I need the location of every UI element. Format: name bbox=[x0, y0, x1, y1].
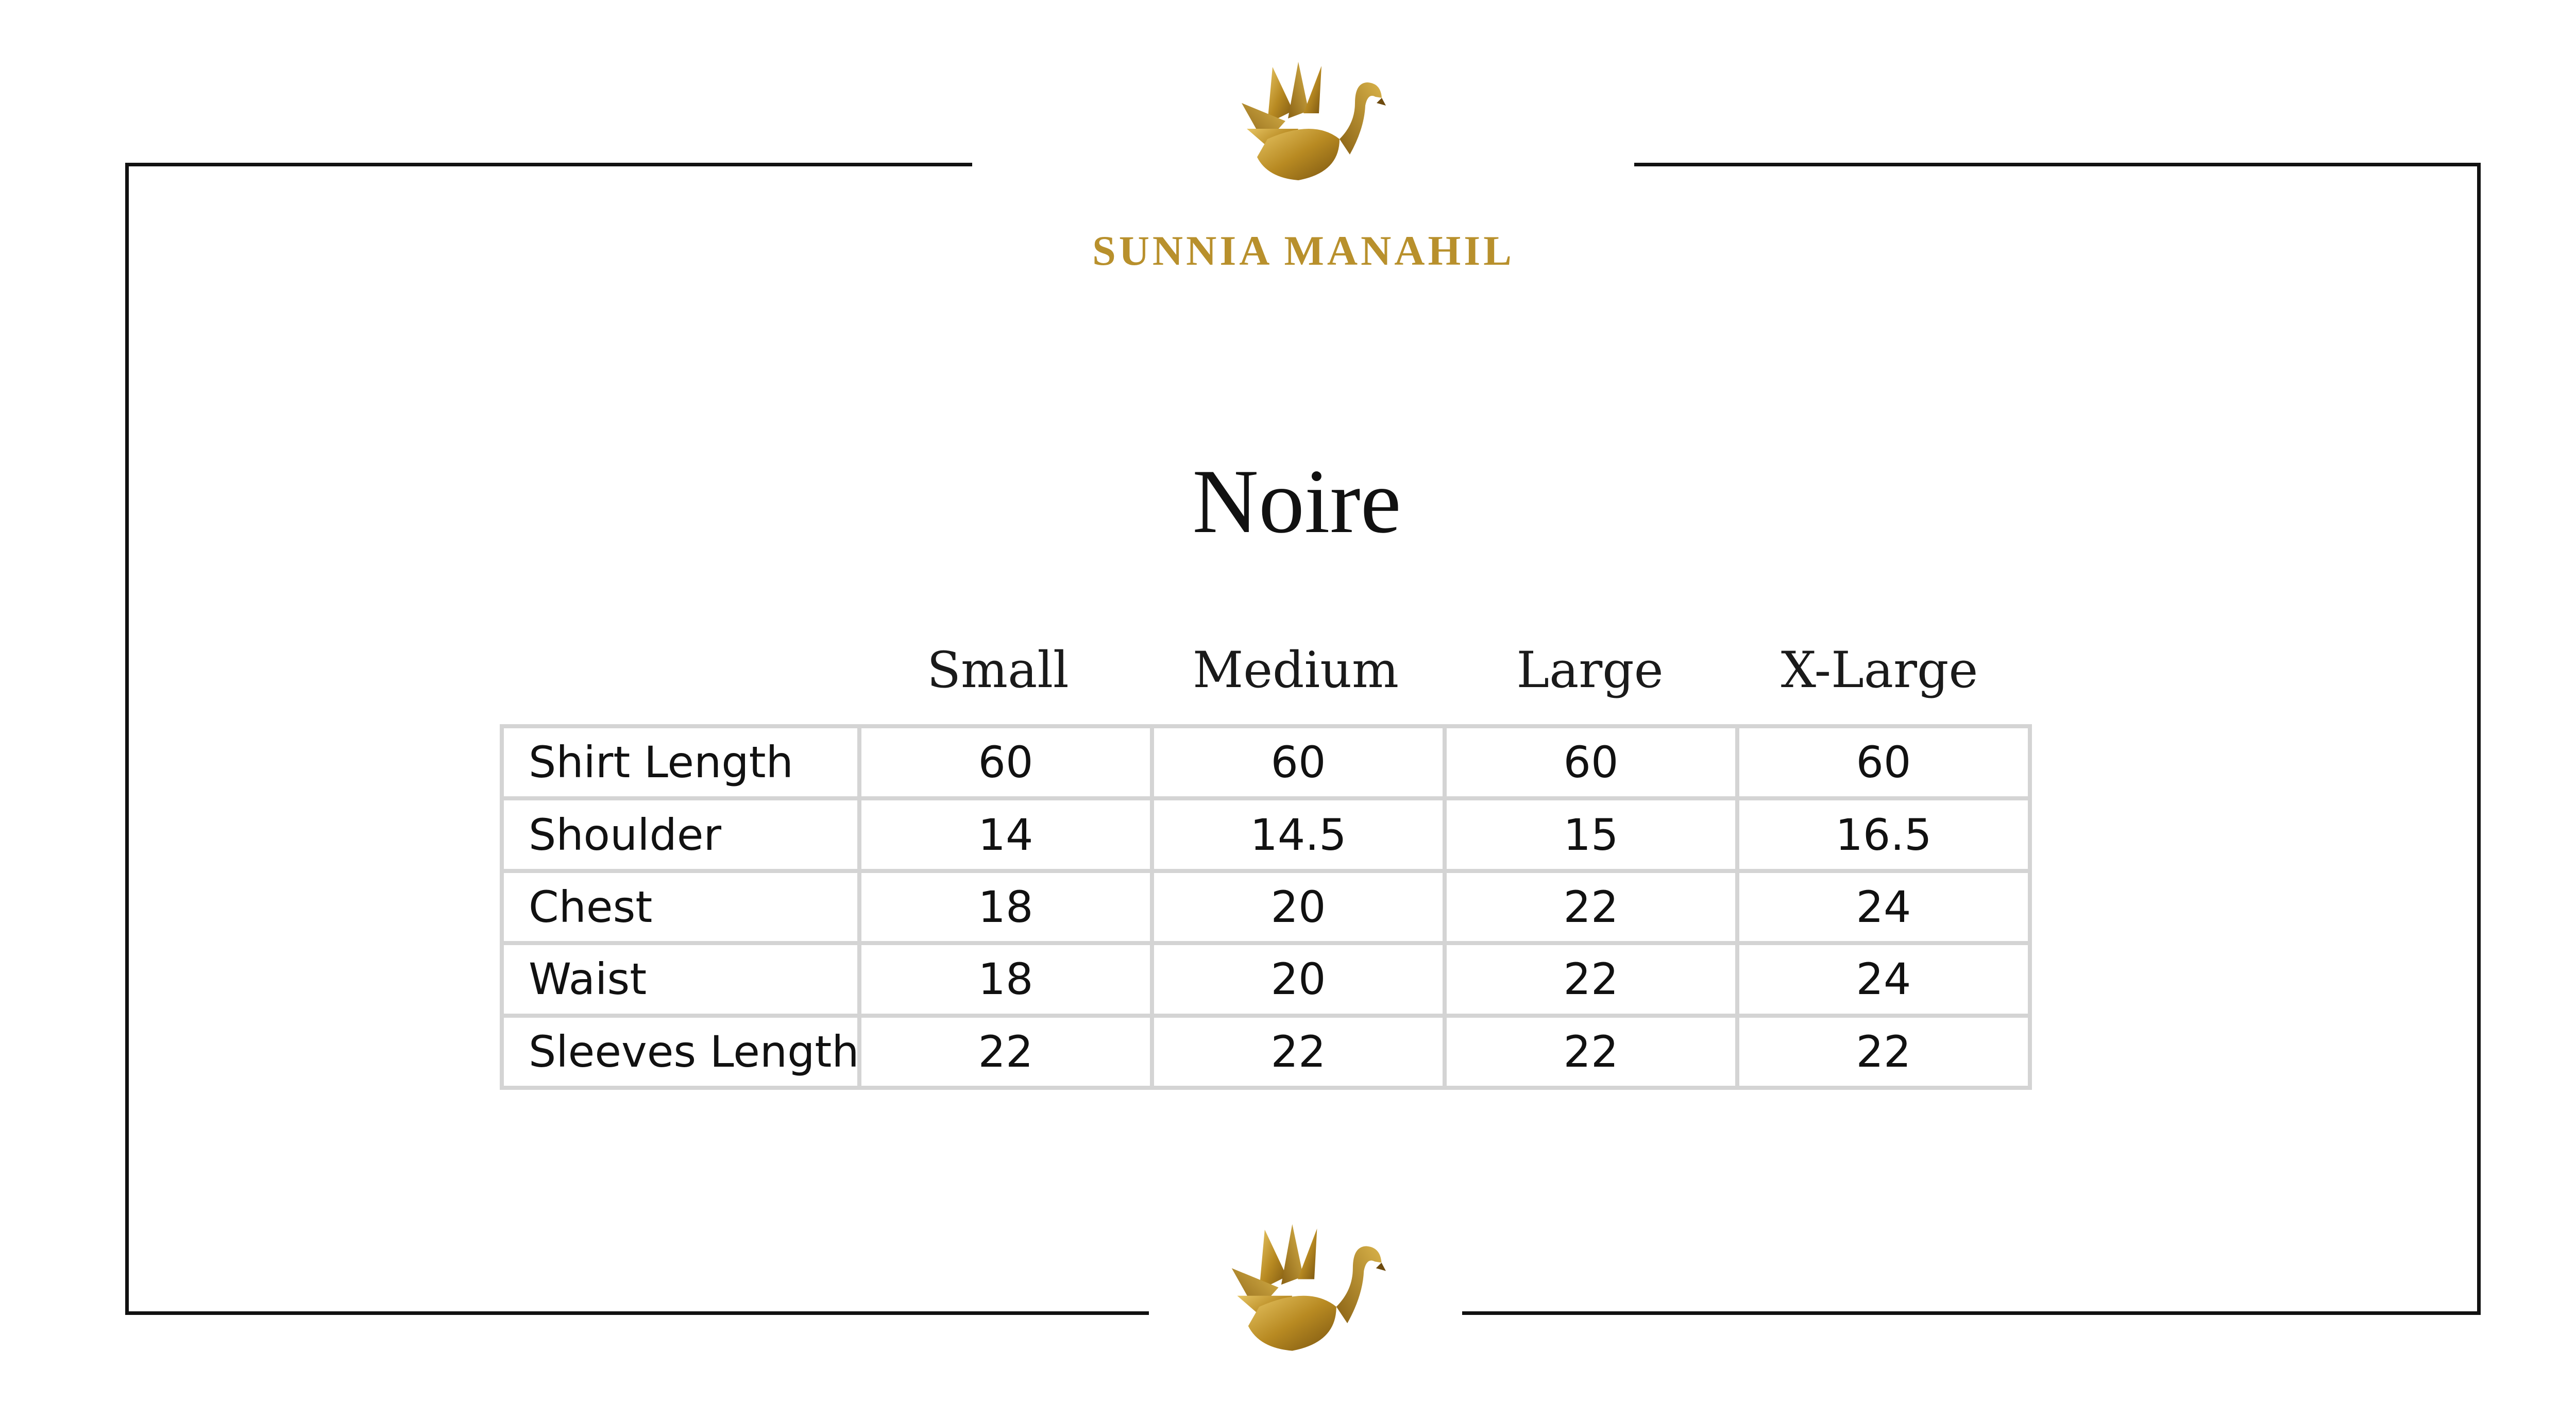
row-label-chest: Chest bbox=[502, 871, 859, 943]
row-label-waist: Waist bbox=[502, 943, 859, 1015]
table-row bbox=[502, 798, 2030, 870]
table-cell: 24 bbox=[1737, 943, 2030, 1015]
table-cell: 22 bbox=[1152, 1016, 1445, 1088]
table-cell: 60 bbox=[859, 726, 1152, 798]
swan-icon bbox=[1236, 62, 1386, 185]
table-cell: 14.5 bbox=[1152, 798, 1445, 870]
table-row bbox=[502, 943, 2030, 1015]
frame-right bbox=[2477, 163, 2481, 1315]
frame-top-left bbox=[125, 163, 972, 166]
table-cell: 22 bbox=[859, 1016, 1152, 1088]
column-header-medium: Medium bbox=[1192, 641, 1399, 699]
table-cell: 15 bbox=[1445, 798, 1737, 870]
table-cell: 18 bbox=[859, 943, 1152, 1015]
table-cell: 20 bbox=[1152, 943, 1445, 1015]
table-cell: 24 bbox=[1737, 871, 2030, 943]
column-header-x-large: X-Large bbox=[1781, 641, 1978, 699]
table-cell: 60 bbox=[1152, 726, 1445, 798]
row-label-sleeves-length: Sleeves Length bbox=[502, 1016, 859, 1088]
table-cell: 20 bbox=[1152, 871, 1445, 943]
brand-name: SUNNIA MANAHIL bbox=[1092, 227, 1515, 274]
table-cell: 16.5 bbox=[1737, 798, 2030, 870]
page-title: Noire bbox=[1192, 450, 1401, 552]
column-header-small: Small bbox=[927, 641, 1069, 699]
frame-left bbox=[125, 163, 129, 1315]
row-label-shoulder: Shoulder bbox=[502, 798, 859, 870]
frame-bottom-left bbox=[125, 1311, 1149, 1315]
row-label-shirt-length: Shirt Length bbox=[502, 726, 859, 798]
table-row bbox=[502, 871, 2030, 943]
table-cell: 18 bbox=[859, 871, 1152, 943]
frame-top-right bbox=[1634, 163, 2481, 166]
table-cell: 22 bbox=[1737, 1016, 2030, 1088]
table-cell: 60 bbox=[1737, 726, 2030, 798]
frame-bottom-right bbox=[1462, 1311, 2481, 1315]
size-chart-table bbox=[500, 724, 2032, 1090]
table-cell: 22 bbox=[1445, 871, 1737, 943]
table-cell: 14 bbox=[859, 798, 1152, 870]
column-header-large: Large bbox=[1516, 641, 1664, 699]
swan-icon bbox=[1226, 1218, 1386, 1362]
table-cell: 60 bbox=[1445, 726, 1737, 798]
table-cell: 22 bbox=[1445, 943, 1737, 1015]
table-cell: 22 bbox=[1445, 1016, 1737, 1088]
table-row bbox=[502, 726, 2030, 798]
table-row bbox=[502, 1016, 2030, 1088]
